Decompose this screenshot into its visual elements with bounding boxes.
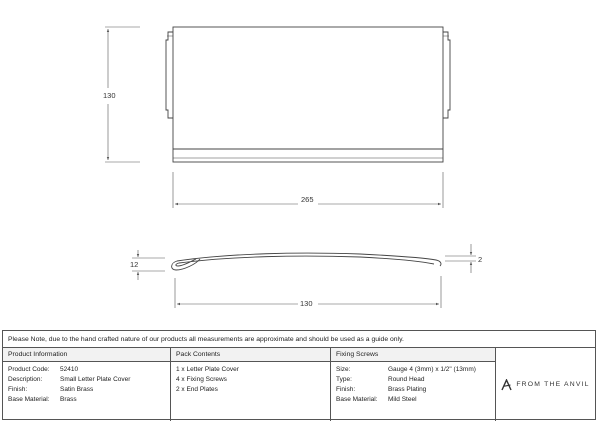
- fixing-screws-panel: [331, 348, 496, 421]
- finish-row: Finish: Satin Brass: [8, 386, 94, 393]
- screw-finish-row: Finish: Brass Plating: [336, 386, 427, 393]
- plate-outline: [173, 27, 443, 162]
- screw-base-material-row: Base Material: Mild Steel: [336, 396, 417, 403]
- fixing-screws-header: Fixing Screws: [331, 348, 495, 362]
- hinge-right: [443, 32, 450, 118]
- description-row: Description: Small Letter Plate Cover: [8, 376, 131, 383]
- anvil-a-logo-icon: [501, 379, 512, 391]
- thickness-label: 12: [130, 260, 139, 269]
- lip-label: 2: [478, 255, 483, 264]
- product-information-header: Product Information: [3, 348, 170, 362]
- product-code-row: Product Code: 52410: [8, 366, 79, 373]
- brand-name: FROM THE ANVIL: [516, 381, 590, 388]
- pack-item: 1 x Letter Plate Cover: [176, 366, 239, 373]
- side-length-label: 130: [300, 299, 313, 308]
- brand-panel: [496, 348, 595, 421]
- base-material-row: Base Material: Brass: [8, 396, 77, 403]
- pack-contents-header: Pack Contents: [171, 348, 330, 362]
- pack-contents-panel: [171, 348, 331, 421]
- height-label: 130: [103, 91, 116, 100]
- disclaimer-note: Please Note, due to the hand crafted nature of our products all measurements are approximate and should be used as a guide only.: [3, 331, 595, 348]
- screw-size-row: Size: Gauge 4 (3mm) x 1/2" (13mm): [336, 366, 476, 373]
- lip-dimension: [445, 244, 476, 273]
- front-view: [166, 27, 450, 162]
- side-profile: [172, 253, 441, 270]
- profile-inner: [176, 256, 434, 266]
- brand-logo: [501, 379, 589, 391]
- title-block: [2, 330, 596, 420]
- hinge-left: [166, 32, 173, 118]
- pack-item: 4 x Fixing Screws: [176, 376, 227, 383]
- width-label: 265: [301, 195, 314, 204]
- screw-type-row: Type: Round Head: [336, 376, 425, 383]
- pack-item: 2 x End Plates: [176, 386, 218, 393]
- product-information-panel: [3, 348, 171, 421]
